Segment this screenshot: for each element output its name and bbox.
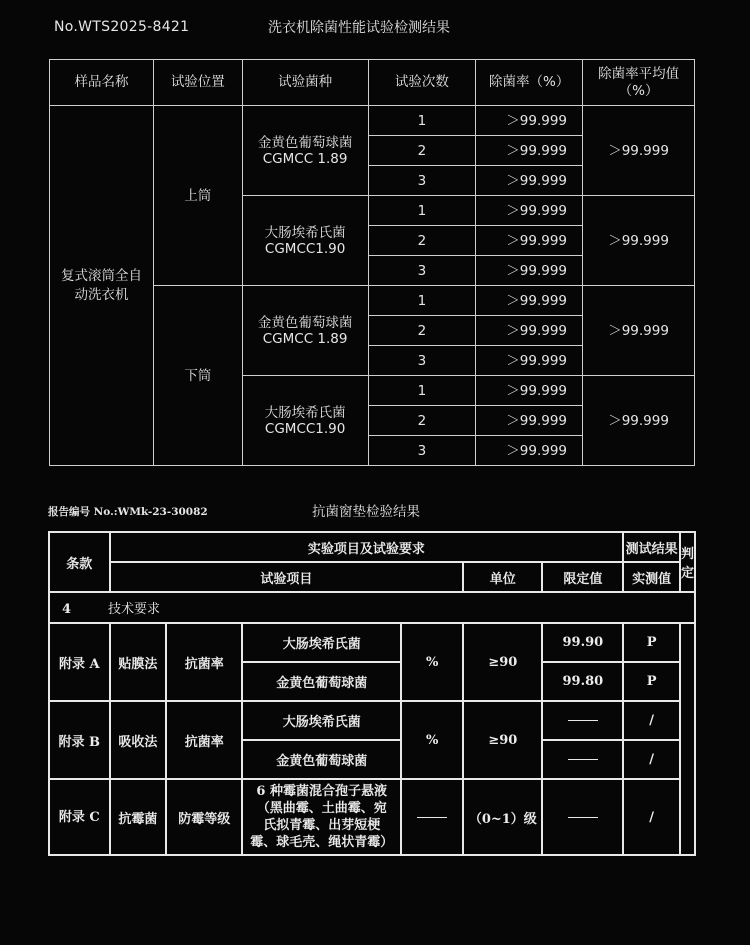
trial-cell: 1 xyxy=(368,106,476,136)
rate-cell: ＞99.999 xyxy=(476,376,583,406)
bacteria-cell: 金黄色葡萄球菌 xyxy=(242,740,401,779)
average-cell: ＞99.999 xyxy=(583,196,695,286)
position-upper: 上筒 xyxy=(153,106,242,286)
section-row xyxy=(49,592,695,623)
appendix-b-label: 附录 B xyxy=(49,701,110,779)
judge-cell: P xyxy=(623,623,680,662)
appendix-a-label: 附录 A xyxy=(49,623,110,701)
unit-cell: % xyxy=(401,623,463,701)
bacteria-cell: 金黄色葡萄球菌 xyxy=(242,662,401,701)
header-unit: 单位 xyxy=(463,562,542,592)
report-number: No.WTS2025-8421 xyxy=(54,19,190,35)
header-trials: 试验次数 xyxy=(368,60,476,106)
rate-cell: ＞99.999 xyxy=(476,166,583,196)
dash-mark xyxy=(417,817,447,818)
trial-cell: 1 xyxy=(368,286,476,316)
trial-cell: 3 xyxy=(368,256,476,286)
rate-cell: ＞99.999 xyxy=(476,256,583,286)
appendix-c-label: 附录 C xyxy=(49,779,110,855)
trial-cell: 3 xyxy=(368,346,476,376)
header-measured: 实测值 xyxy=(623,562,680,592)
trial-cell: 2 xyxy=(368,136,476,166)
header-bacteria: 试验菌种 xyxy=(242,60,368,106)
header-sample-name: 样品名称 xyxy=(50,60,154,106)
rate-cell: ＞99.999 xyxy=(476,106,583,136)
unit-cell: % xyxy=(401,701,463,779)
mold-description: 6 种霉菌混合孢子悬液 （黑曲霉、土曲霉、宛 氏拟青霉、出芽短梗 霉、球毛壳、绳状青霉） xyxy=(242,779,401,855)
sample-name-cell: 复式滚筒全自动洗衣机 xyxy=(50,106,154,466)
limit-cell: ≥90 xyxy=(463,701,542,779)
average-cell: ＞99.999 xyxy=(583,286,695,376)
measured-cell xyxy=(542,779,623,855)
header-item: 试验项目 xyxy=(110,562,464,592)
antibacterial-pad-table xyxy=(48,531,696,856)
trial-cell: 3 xyxy=(368,436,476,466)
header-average: 除菌率平均值（%） xyxy=(583,60,695,106)
header-items-requirements: 实验项目及试验要求 xyxy=(110,532,624,562)
limit-cell: （0~1）级 xyxy=(463,779,542,855)
rate-cell: ＞99.999 xyxy=(476,346,583,376)
table-header-row xyxy=(50,60,695,106)
appendix-c-property: 防霉等级 xyxy=(166,779,242,855)
bacteria-cell: 大肠埃希氏菌 xyxy=(242,623,401,662)
header-position: 试验位置 xyxy=(153,60,242,106)
trial-cell: 3 xyxy=(368,166,476,196)
table-row xyxy=(49,701,695,740)
judge-cell: / xyxy=(623,701,680,740)
rate-cell: ＞99.999 xyxy=(476,316,583,346)
trial-cell: 2 xyxy=(368,316,476,346)
appendix-a-method: 贴膜法 xyxy=(110,623,167,701)
rate-cell: ＞99.999 xyxy=(476,286,583,316)
measured-cell xyxy=(542,740,623,779)
appendix-c-method: 抗霉菌 xyxy=(110,779,167,855)
appendix-b-method: 吸收法 xyxy=(110,701,167,779)
bacteria-cell: 金黄色葡萄球菌 CGMCC 1.89 xyxy=(242,286,368,376)
table-row xyxy=(49,779,695,855)
washer-sterilization-table xyxy=(49,59,695,466)
rate-cell: ＞99.999 xyxy=(476,436,583,466)
header-rate: 除菌率（%） xyxy=(476,60,583,106)
dash-mark xyxy=(568,759,598,760)
table-header-row xyxy=(49,532,695,562)
judge-cell: / xyxy=(623,740,680,779)
trial-cell: 1 xyxy=(368,376,476,406)
average-cell: ＞99.999 xyxy=(583,106,695,196)
bacteria-cell: 金黄色葡萄球菌 CGMCC 1.89 xyxy=(242,106,368,196)
table-row xyxy=(49,623,695,662)
section-technical-requirements: 4 技术要求 xyxy=(49,592,695,623)
header-judge: 判定 xyxy=(680,532,695,592)
header-limit: 限定值 xyxy=(542,562,623,592)
dash-mark xyxy=(568,817,598,818)
measured-cell: 99.90 xyxy=(542,623,623,662)
appendix-b-property: 抗菌率 xyxy=(166,701,242,779)
unit-cell xyxy=(401,779,463,855)
trial-cell: 2 xyxy=(368,406,476,436)
report-number-2: 报告编号 No.:WMk-23-30082 xyxy=(48,506,208,518)
bacteria-cell: 大肠埃希氏菌 xyxy=(242,701,401,740)
dash-mark xyxy=(568,720,598,721)
rate-cell: ＞99.999 xyxy=(476,136,583,166)
table-header-row xyxy=(49,562,695,592)
judge-cell: / xyxy=(623,779,680,855)
measured-cell xyxy=(542,701,623,740)
limit-cell: ≥90 xyxy=(463,623,542,701)
rate-cell: ＞99.999 xyxy=(476,196,583,226)
position-lower: 下筒 xyxy=(153,286,242,466)
trial-cell: 1 xyxy=(368,196,476,226)
judge-cell: P xyxy=(623,662,680,701)
trial-cell: 2 xyxy=(368,226,476,256)
report-title-2: 抗菌窗垫检验结果 xyxy=(312,504,420,520)
appendix-a-property: 抗菌率 xyxy=(166,623,242,701)
rate-cell: ＞99.999 xyxy=(476,226,583,256)
table-row xyxy=(50,106,695,136)
report-title: 洗衣机除菌性能试验检测结果 xyxy=(268,20,450,36)
header-clause: 条款 xyxy=(49,532,110,592)
header-result: 测试结果 xyxy=(623,532,680,562)
bacteria-cell: 大肠埃希氏菌 CGMCC1.90 xyxy=(242,196,368,286)
bacteria-cell: 大肠埃希氏菌 CGMCC1.90 xyxy=(242,376,368,466)
measured-cell: 99.80 xyxy=(542,662,623,701)
rate-cell: ＞99.999 xyxy=(476,406,583,436)
average-cell: ＞99.999 xyxy=(583,376,695,466)
